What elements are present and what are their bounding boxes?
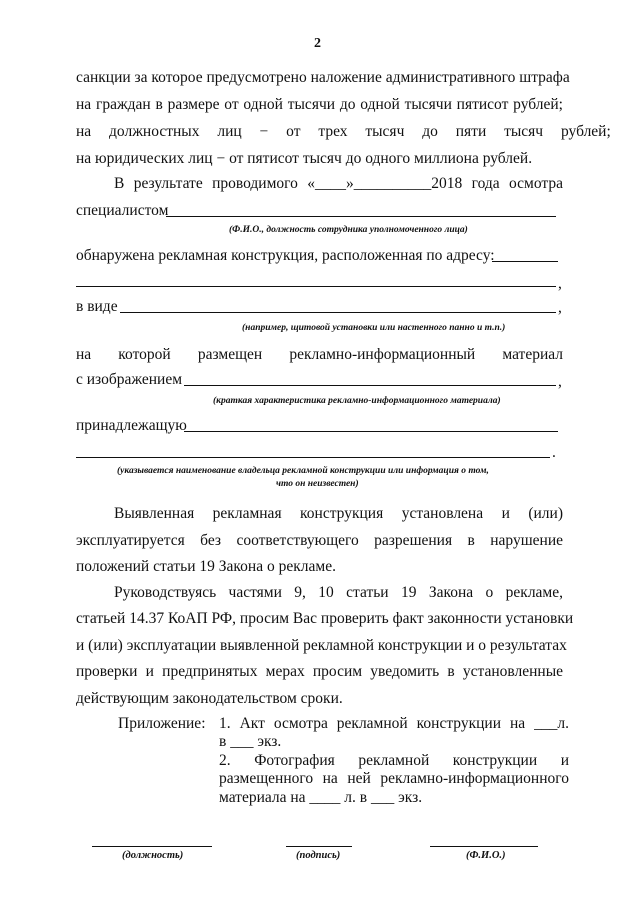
address-label: обнаружена рекламная конструкция, расположенная по адресу: [76,247,495,264]
attachment-item1-line1: 1. Акт осмотра рекламной конструкции на ___л. [219,715,569,732]
attachment-item2-line2: размещенного на ней рекламно-информационного [219,770,569,787]
specialist-label: специалистом [76,202,169,219]
attachment-item2-line3: материала на ____ л. в ___ экз. [219,789,423,806]
specialist-field-line [166,216,556,217]
attachment-item2-line1: 2. Фотография рекламной конструкции и [219,752,569,769]
view-field-line [120,312,556,313]
fio-signature-line [430,846,538,847]
inspection-date-line: В результате проводимого «____»__________2018 года осмотра [114,175,563,192]
address-comma: , [558,275,562,292]
image-comma: , [558,373,562,390]
view-caption: (например, щитовой установки или настенного панно и т.п.) [242,323,506,333]
para3-line: статьей 14.37 КоАП РФ, просим Вас проверить факт законности установки [76,610,574,627]
para3-line: проверки и предпринятых мерах просим уведомить в установленные [76,663,563,680]
owner-caption-1: (указывается наименование владельца рекламной конструкции или информация о том, [117,466,489,476]
page-number: 2 [314,36,321,51]
para2-line: Выявленная рекламная конструкция установлена и (или) [114,505,563,522]
specialist-caption: (Ф.И.О., должность сотрудника уполномоченного лица) [229,225,468,235]
para2-line: эксплуатируется без соответствующего разрешения в нарушение [76,532,563,549]
para1-line: санкции за которое предусмотрено наложение административного штрафа [76,69,570,86]
owner-caption-2: что он неизвестен) [276,479,359,489]
owner-field-line [184,431,558,432]
position-signature-line [92,846,212,847]
para2-line: положений статьи 19 Закона о рекламе. [76,558,336,575]
attachment-label: Приложение: [118,715,206,732]
view-label: в виде [76,298,118,315]
attachment-item1-line2: в ___ экз. [219,733,282,750]
address-field-line [492,261,558,262]
signature-line [286,846,352,847]
para3-line: и (или) эксплуатации выявленной рекламной конструкции и о результатах [76,637,567,654]
image-field-line [184,385,556,386]
placed-line: на которой размещен рекламно-информационный материал [76,346,563,363]
para3-line: действующим законодательством сроки. [76,690,343,707]
position-caption: (должность) [122,850,184,861]
owner-period: . [552,444,556,461]
image-caption: (краткая характеристика рекламно-информационного материала) [213,396,501,406]
signature-caption: (подпись) [296,850,341,861]
para1-line: на граждан в размере от одной тысячи до одной тысячи пятисот рублей; [76,96,563,113]
image-label: с изображением [76,371,183,388]
fio-caption: (Ф.И.О.) [466,850,506,861]
owner-field-line-2 [76,457,550,458]
para1-line: на юридических лиц − от пятисот тысяч до одного миллиона рублей. [76,150,533,167]
para1-line: на должностных лиц − от трех тысяч до пяти тысяч рублей; [76,123,611,140]
owner-label: принадлежащую [76,417,187,434]
view-comma: , [558,299,562,316]
para3-line: Руководствуясь частями 9, 10 статьи 19 Закона о рекламе, [114,584,563,601]
address-field-line-2 [76,286,556,287]
